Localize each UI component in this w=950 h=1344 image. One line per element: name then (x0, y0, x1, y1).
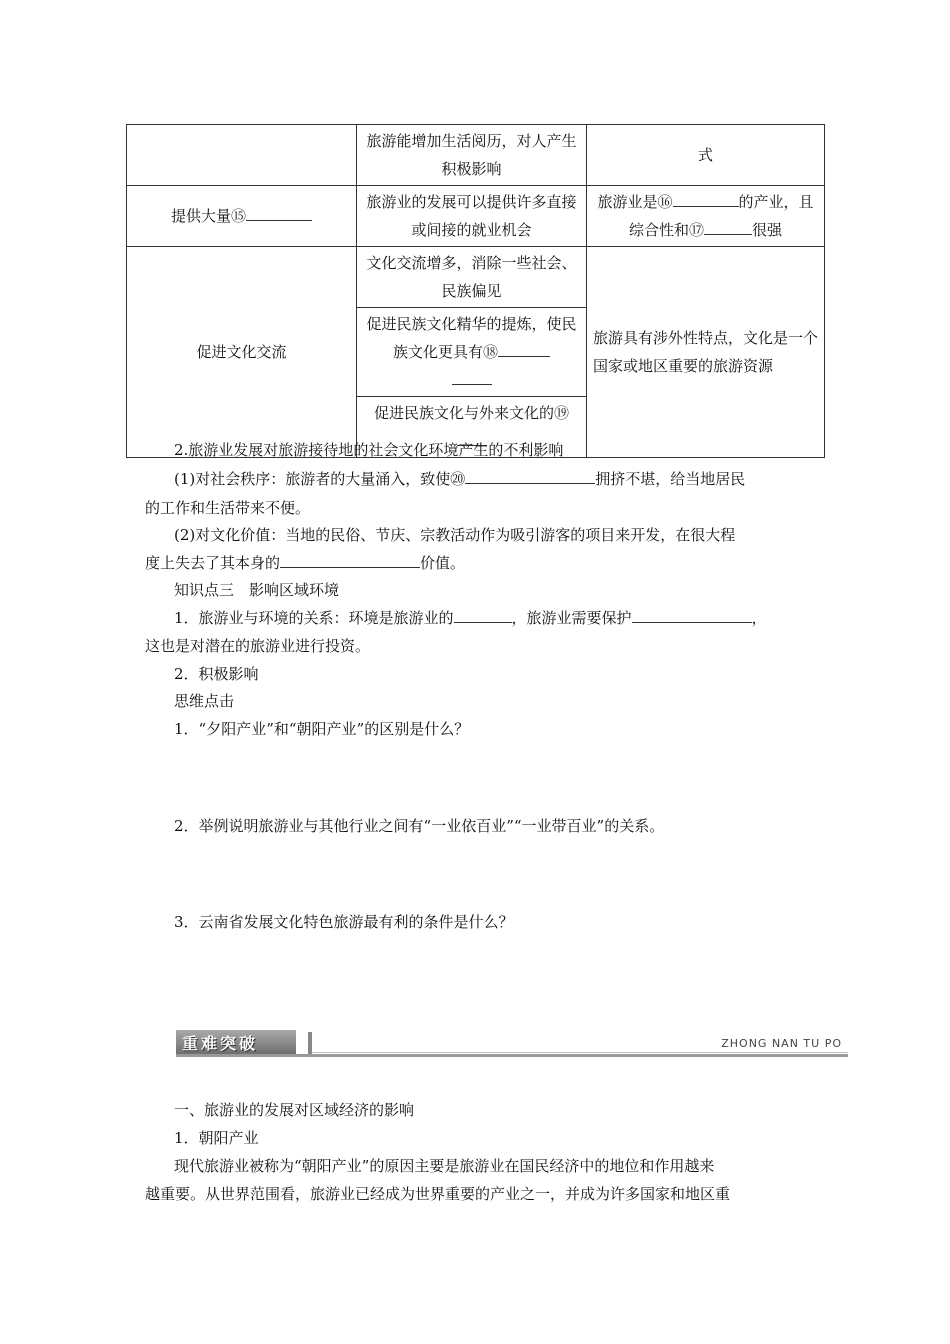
question: 3．云南省发展文化特色旅游最有利的条件是什么？ (174, 913, 514, 931)
cell-text: 很强 (752, 221, 783, 239)
text: ， (751, 609, 767, 627)
text: 度上失去了其本身的 (145, 554, 281, 572)
fill-blank[interactable] (465, 467, 595, 484)
paragraph: 2．积极影响 (174, 665, 259, 683)
table-row (127, 125, 825, 186)
text: ，旅游业需要保护 (511, 609, 632, 627)
section-heading: 知识点三 影响区域环境 (174, 581, 340, 599)
banner-rule (176, 1054, 848, 1057)
cell-text: 促进民族文化精华的提炼，使民族文化更具有⑱ (366, 315, 577, 361)
paragraph: 越重要。从世界范围看，旅游业已经成为世界重要的产业之一，并成为许多国家和地区重 (145, 1185, 731, 1203)
cell-text: 促进民族文化与外来文化的⑲ (373, 404, 569, 422)
paragraph: 现代旅游业被称为“朝阳产业”的原因主要是旅游业在国民经济中的地位和作用越来 (174, 1157, 715, 1175)
paragraph: 2.旅游业发展对旅游接待地的社会文化环境产生的不利影响 (174, 441, 564, 459)
table-row (127, 247, 825, 308)
fill-blank[interactable] (454, 606, 512, 623)
question: 1．“夕阳产业”和“朝阳产业”的区别是什么？ (174, 720, 470, 738)
fill-blank[interactable] (632, 606, 752, 623)
section-banner (176, 1030, 848, 1060)
table-cell: 旅游具有涉外性特点，文化是一个国家或地区重要的旅游资源 (587, 247, 825, 458)
banner-title: 重难突破 (182, 1034, 259, 1053)
table-cell (127, 186, 357, 247)
text: 价值。 (420, 554, 466, 572)
table-cell: 文化交流增多，消除一些社会、民族偏见 (357, 247, 587, 308)
table-cell (587, 186, 825, 247)
fill-blank[interactable] (246, 204, 312, 221)
paragraph (174, 465, 745, 493)
fill-blank[interactable] (673, 190, 739, 207)
paragraph (145, 549, 465, 577)
paragraph: 这也是对潜在的旅游业进行投资。 (145, 637, 371, 655)
banner-subtitle: ZHONG NAN TU PO (721, 1037, 842, 1050)
cell-text: 的产业，且综合性和⑰ (628, 193, 814, 239)
fill-blank[interactable] (498, 340, 550, 357)
table-cell (357, 308, 587, 397)
section-heading: 思维点击 (174, 692, 235, 710)
table-cell (127, 125, 357, 186)
text: 1．旅游业与环境的关系：环境是旅游业的 (174, 609, 454, 627)
table-cell: 旅游业的发展可以提供许多直接或间接的就业机会 (357, 186, 587, 247)
text: 拥挤不堪，给当地居民 (595, 470, 746, 488)
question: 2．举例说明旅游业与其他行业之间有“一业依百业”“一业带百业”的关系。 (174, 817, 665, 835)
table-cell: 促进文化交流 (127, 247, 357, 458)
table-row (127, 186, 825, 247)
banner-rule (312, 1052, 848, 1053)
text: (1)对社会秩序：旅游者的大量涌入，致使⑳ (174, 470, 466, 488)
fill-blank[interactable] (280, 551, 420, 568)
section-heading: 一、旅游业的发展对区域经济的影响 (174, 1101, 415, 1119)
cell-text: 旅游业是⑯ (597, 193, 673, 211)
paragraph (174, 604, 767, 632)
table-cell: 旅游能增加生活阅历，对人产生积极影响 (357, 125, 587, 186)
knowledge-table (126, 124, 825, 458)
table-cell: 式 (587, 125, 825, 186)
fill-blank[interactable] (704, 218, 752, 235)
sub-heading: 1．朝阳产业 (174, 1129, 259, 1147)
paragraph: (2)对文化价值：当地的民俗、节庆、宗教活动作为吸引游客的项目来开发，在很大程 (174, 526, 736, 544)
cell-text: 提供大量⑮ (170, 207, 246, 225)
banner-divider (308, 1032, 312, 1054)
fill-blank[interactable] (452, 368, 492, 385)
paragraph: 的工作和生活带来不便。 (145, 499, 311, 517)
